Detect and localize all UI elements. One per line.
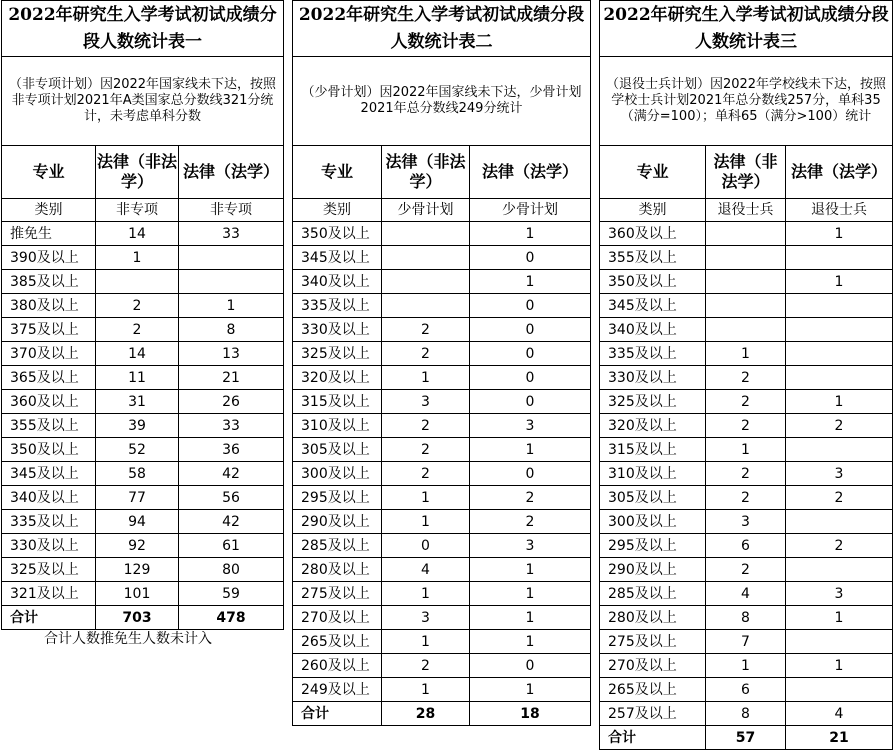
count-law: 2 bbox=[786, 414, 893, 438]
table1-row bbox=[2, 342, 284, 366]
count-law: 1 bbox=[786, 654, 893, 678]
count-law: 1 bbox=[470, 630, 591, 654]
score-band-label: 345及以上 bbox=[600, 294, 706, 318]
total-law: 21 bbox=[786, 726, 893, 750]
total-nonlaw: 57 bbox=[706, 726, 786, 750]
count-law: 0 bbox=[470, 294, 591, 318]
score-band-label: 275及以上 bbox=[600, 630, 706, 654]
score-band-label: 370及以上 bbox=[2, 342, 96, 366]
table2-category-label: 类别 bbox=[293, 199, 382, 222]
count-law: 1 bbox=[786, 390, 893, 414]
count-law: 33 bbox=[179, 222, 284, 246]
table2-title: 2022年研究生入学考试初试成绩分段人数统计表二 bbox=[293, 1, 591, 57]
score-band-label: 280及以上 bbox=[600, 606, 706, 630]
count-law bbox=[786, 366, 893, 390]
score-band-label: 365及以上 bbox=[2, 366, 96, 390]
score-band-label: 260及以上 bbox=[293, 654, 382, 678]
count-law: 1 bbox=[470, 582, 591, 606]
count-law: 2 bbox=[786, 486, 893, 510]
count-nonlaw: 2 bbox=[706, 486, 786, 510]
table1-category-law: 非专项 bbox=[179, 199, 284, 222]
table2-row bbox=[293, 558, 591, 582]
table2-row bbox=[293, 270, 591, 294]
table1-header-law: 法律（法学） bbox=[179, 146, 284, 199]
table3-row bbox=[600, 702, 893, 726]
table3-row bbox=[600, 270, 893, 294]
table1-header-nonlaw: 法律（非法学） bbox=[96, 146, 179, 199]
count-law: 1 bbox=[470, 438, 591, 462]
table3-category-label: 类别 bbox=[600, 199, 706, 222]
count-law: 36 bbox=[179, 438, 284, 462]
count-nonlaw bbox=[382, 294, 470, 318]
count-nonlaw: 2 bbox=[382, 318, 470, 342]
count-law: 59 bbox=[179, 582, 284, 606]
table2-header-major: 专业 bbox=[293, 146, 382, 199]
score-band-label: 295及以上 bbox=[600, 534, 706, 558]
count-law: 8 bbox=[179, 318, 284, 342]
table2-row bbox=[293, 246, 591, 270]
count-law: 26 bbox=[179, 390, 284, 414]
total-law: 18 bbox=[470, 702, 591, 726]
table2-note: （少骨计划）因2022年国家线未下达，少骨计划2021年总分数线249分统计 bbox=[293, 57, 591, 146]
table1-note: （非专项计划）因2022年国家线未下达，按照非专项计划2021年A类国家总分数线321分统计，未考虑单科分数 bbox=[2, 57, 284, 146]
table3-total-row bbox=[600, 726, 893, 750]
table3-header-nonlaw: 法律（非法学） bbox=[706, 146, 786, 199]
count-nonlaw: 4 bbox=[706, 582, 786, 606]
score-band-label: 310及以上 bbox=[293, 414, 382, 438]
table3-category-law: 退役士兵 bbox=[786, 199, 893, 222]
count-nonlaw: 4 bbox=[382, 558, 470, 582]
count-nonlaw: 31 bbox=[96, 390, 179, 414]
score-band-label: 340及以上 bbox=[2, 486, 96, 510]
count-nonlaw: 129 bbox=[96, 558, 179, 582]
table3-row bbox=[600, 294, 893, 318]
score-band-label: 375及以上 bbox=[2, 318, 96, 342]
score-band-label: 380及以上 bbox=[2, 294, 96, 318]
table1-total-row bbox=[2, 606, 284, 630]
score-band-label: 推免生 bbox=[2, 222, 96, 246]
table2-panel bbox=[292, 0, 591, 726]
count-law: 42 bbox=[179, 510, 284, 534]
score-band-label: 360及以上 bbox=[600, 222, 706, 246]
count-nonlaw bbox=[706, 318, 786, 342]
score-band-label: 275及以上 bbox=[293, 582, 382, 606]
table3-row bbox=[600, 414, 893, 438]
count-law bbox=[786, 318, 893, 342]
table3-category-nonlaw: 退役士兵 bbox=[706, 199, 786, 222]
score-band-label: 330及以上 bbox=[293, 318, 382, 342]
count-nonlaw: 1 bbox=[382, 630, 470, 654]
score-band-label: 335及以上 bbox=[2, 510, 96, 534]
table3-row bbox=[600, 654, 893, 678]
count-law bbox=[786, 342, 893, 366]
count-nonlaw: 52 bbox=[96, 438, 179, 462]
table3-header-law: 法律（法学） bbox=[786, 146, 893, 199]
count-law bbox=[786, 246, 893, 270]
score-band-label: 285及以上 bbox=[293, 534, 382, 558]
count-law: 1 bbox=[786, 270, 893, 294]
table1-row bbox=[2, 294, 284, 318]
count-law: 1 bbox=[786, 606, 893, 630]
count-law: 2 bbox=[470, 486, 591, 510]
score-band-label: 249及以上 bbox=[293, 678, 382, 702]
table2-row bbox=[293, 438, 591, 462]
count-law: 3 bbox=[470, 414, 591, 438]
count-law bbox=[786, 510, 893, 534]
table1-row bbox=[2, 486, 284, 510]
score-band-label: 330及以上 bbox=[600, 366, 706, 390]
count-law: 0 bbox=[470, 366, 591, 390]
count-law bbox=[786, 678, 893, 702]
count-nonlaw bbox=[706, 270, 786, 294]
score-band-label: 300及以上 bbox=[293, 462, 382, 486]
count-law bbox=[786, 558, 893, 582]
table1-header-major: 专业 bbox=[2, 146, 96, 199]
table1-row bbox=[2, 438, 284, 462]
count-nonlaw: 2 bbox=[382, 462, 470, 486]
total-nonlaw: 703 bbox=[96, 606, 179, 630]
table2-row bbox=[293, 222, 591, 246]
table3-row bbox=[600, 438, 893, 462]
total-label: 合计 bbox=[293, 702, 382, 726]
count-nonlaw bbox=[706, 246, 786, 270]
count-law: 0 bbox=[470, 390, 591, 414]
table3-row bbox=[600, 462, 893, 486]
count-law: 80 bbox=[179, 558, 284, 582]
count-nonlaw: 58 bbox=[96, 462, 179, 486]
table2-row bbox=[293, 414, 591, 438]
table1-category-label: 类别 bbox=[2, 199, 96, 222]
count-law bbox=[786, 438, 893, 462]
table1-row bbox=[2, 390, 284, 414]
table3-row bbox=[600, 246, 893, 270]
table1 bbox=[1, 0, 284, 630]
table2-category-law: 少骨计划 bbox=[470, 199, 591, 222]
count-nonlaw: 2 bbox=[382, 342, 470, 366]
table2-row bbox=[293, 462, 591, 486]
count-law: 1 bbox=[470, 270, 591, 294]
count-law: 0 bbox=[470, 654, 591, 678]
table1-row bbox=[2, 366, 284, 390]
count-nonlaw: 1 bbox=[382, 582, 470, 606]
count-nonlaw: 6 bbox=[706, 534, 786, 558]
score-band-label: 290及以上 bbox=[293, 510, 382, 534]
count-nonlaw bbox=[706, 222, 786, 246]
table1-category-nonlaw: 非专项 bbox=[96, 199, 179, 222]
count-nonlaw: 1 bbox=[382, 510, 470, 534]
score-band-label: 257及以上 bbox=[600, 702, 706, 726]
table3-row bbox=[600, 510, 893, 534]
count-nonlaw: 1 bbox=[96, 246, 179, 270]
count-nonlaw: 7 bbox=[706, 630, 786, 654]
count-law: 1 bbox=[470, 678, 591, 702]
table3-row bbox=[600, 534, 893, 558]
count-nonlaw: 8 bbox=[706, 702, 786, 726]
score-band-label: 385及以上 bbox=[2, 270, 96, 294]
score-band-label: 290及以上 bbox=[600, 558, 706, 582]
count-nonlaw bbox=[382, 270, 470, 294]
count-law: 21 bbox=[179, 366, 284, 390]
table3-row bbox=[600, 342, 893, 366]
table1-row bbox=[2, 222, 284, 246]
count-nonlaw: 6 bbox=[706, 678, 786, 702]
score-band-label: 270及以上 bbox=[600, 654, 706, 678]
table1-row bbox=[2, 414, 284, 438]
count-nonlaw: 2 bbox=[382, 438, 470, 462]
table1-row bbox=[2, 558, 284, 582]
count-nonlaw: 2 bbox=[706, 558, 786, 582]
count-law: 1 bbox=[470, 222, 591, 246]
table3-row bbox=[600, 366, 893, 390]
table3-row bbox=[600, 678, 893, 702]
count-nonlaw bbox=[382, 222, 470, 246]
count-nonlaw: 11 bbox=[96, 366, 179, 390]
count-law: 3 bbox=[470, 534, 591, 558]
score-band-label: 310及以上 bbox=[600, 462, 706, 486]
count-law: 42 bbox=[179, 462, 284, 486]
count-law: 4 bbox=[786, 702, 893, 726]
total-nonlaw: 28 bbox=[382, 702, 470, 726]
score-band-label: 321及以上 bbox=[2, 582, 96, 606]
score-band-label: 300及以上 bbox=[600, 510, 706, 534]
table1-row bbox=[2, 270, 284, 294]
count-law: 0 bbox=[470, 318, 591, 342]
score-band-label: 350及以上 bbox=[2, 438, 96, 462]
table2-row bbox=[293, 534, 591, 558]
count-law: 0 bbox=[470, 342, 591, 366]
count-nonlaw: 14 bbox=[96, 222, 179, 246]
table2-header-nonlaw: 法律（非法学） bbox=[382, 146, 470, 199]
table2-row bbox=[293, 366, 591, 390]
count-nonlaw: 3 bbox=[706, 510, 786, 534]
table2-row bbox=[293, 654, 591, 678]
table2-row bbox=[293, 318, 591, 342]
count-nonlaw: 2 bbox=[706, 366, 786, 390]
count-law: 1 bbox=[470, 606, 591, 630]
count-law bbox=[179, 270, 284, 294]
table1-row bbox=[2, 246, 284, 270]
table2-row bbox=[293, 510, 591, 534]
score-band-label: 330及以上 bbox=[2, 534, 96, 558]
count-nonlaw: 94 bbox=[96, 510, 179, 534]
score-band-label: 280及以上 bbox=[293, 558, 382, 582]
table3-row bbox=[600, 558, 893, 582]
score-band-label: 265及以上 bbox=[600, 678, 706, 702]
count-nonlaw: 2 bbox=[382, 654, 470, 678]
table2 bbox=[292, 0, 591, 726]
score-band-label: 315及以上 bbox=[600, 438, 706, 462]
score-band-label: 335及以上 bbox=[293, 294, 382, 318]
count-law bbox=[786, 294, 893, 318]
count-law: 3 bbox=[786, 582, 893, 606]
count-nonlaw: 3 bbox=[382, 390, 470, 414]
score-band-label: 350及以上 bbox=[600, 270, 706, 294]
count-law: 56 bbox=[179, 486, 284, 510]
score-band-label: 270及以上 bbox=[293, 606, 382, 630]
table3 bbox=[599, 0, 893, 750]
count-law: 2 bbox=[786, 534, 893, 558]
count-law: 61 bbox=[179, 534, 284, 558]
score-band-label: 335及以上 bbox=[600, 342, 706, 366]
table3-row bbox=[600, 606, 893, 630]
count-nonlaw: 39 bbox=[96, 414, 179, 438]
table2-row bbox=[293, 486, 591, 510]
count-nonlaw: 1 bbox=[706, 342, 786, 366]
count-law: 1 bbox=[470, 558, 591, 582]
table3-row bbox=[600, 222, 893, 246]
count-nonlaw: 1 bbox=[706, 654, 786, 678]
table3-row bbox=[600, 318, 893, 342]
score-band-label: 345及以上 bbox=[293, 246, 382, 270]
total-label: 合计 bbox=[600, 726, 706, 750]
count-law: 0 bbox=[470, 462, 591, 486]
table1-row bbox=[2, 510, 284, 534]
count-nonlaw: 3 bbox=[382, 606, 470, 630]
count-nonlaw: 1 bbox=[706, 438, 786, 462]
count-nonlaw: 2 bbox=[706, 414, 786, 438]
count-law bbox=[786, 630, 893, 654]
table3-panel bbox=[599, 0, 893, 750]
count-nonlaw: 2 bbox=[706, 390, 786, 414]
count-law: 13 bbox=[179, 342, 284, 366]
score-band-label: 390及以上 bbox=[2, 246, 96, 270]
count-nonlaw: 2 bbox=[96, 294, 179, 318]
table1-row bbox=[2, 534, 284, 558]
score-band-label: 320及以上 bbox=[293, 366, 382, 390]
table3-row bbox=[600, 486, 893, 510]
count-nonlaw: 101 bbox=[96, 582, 179, 606]
score-band-label: 350及以上 bbox=[293, 222, 382, 246]
score-band-label: 325及以上 bbox=[600, 390, 706, 414]
table2-row bbox=[293, 390, 591, 414]
score-band-label: 315及以上 bbox=[293, 390, 382, 414]
count-law: 1 bbox=[179, 294, 284, 318]
table2-row bbox=[293, 678, 591, 702]
table2-row bbox=[293, 342, 591, 366]
score-band-label: 340及以上 bbox=[600, 318, 706, 342]
table2-total-row bbox=[293, 702, 591, 726]
score-band-label: 325及以上 bbox=[293, 342, 382, 366]
score-band-label: 285及以上 bbox=[600, 582, 706, 606]
count-nonlaw: 1 bbox=[382, 486, 470, 510]
score-band-label: 345及以上 bbox=[2, 462, 96, 486]
score-band-label: 295及以上 bbox=[293, 486, 382, 510]
count-nonlaw: 1 bbox=[382, 366, 470, 390]
score-band-label: 305及以上 bbox=[293, 438, 382, 462]
score-band-label: 325及以上 bbox=[2, 558, 96, 582]
score-band-label: 355及以上 bbox=[600, 246, 706, 270]
table3-row bbox=[600, 582, 893, 606]
table3-note: （退役士兵计划）因2022年学校线未下达，按照学校士兵计划2021年总分数线257分，单科35（满分=100）；单科65（满分>100）统计 bbox=[600, 57, 893, 146]
table3-header-major: 专业 bbox=[600, 146, 706, 199]
count-nonlaw: 2 bbox=[96, 318, 179, 342]
total-law: 478 bbox=[179, 606, 284, 630]
score-band-label: 320及以上 bbox=[600, 414, 706, 438]
count-nonlaw: 1 bbox=[382, 678, 470, 702]
total-label: 合计 bbox=[2, 606, 96, 630]
count-nonlaw: 2 bbox=[382, 414, 470, 438]
count-nonlaw: 77 bbox=[96, 486, 179, 510]
count-nonlaw bbox=[706, 294, 786, 318]
score-band-label: 305及以上 bbox=[600, 486, 706, 510]
count-nonlaw: 2 bbox=[706, 462, 786, 486]
table2-row bbox=[293, 606, 591, 630]
table2-row bbox=[293, 294, 591, 318]
count-law: 3 bbox=[786, 462, 893, 486]
count-nonlaw bbox=[96, 270, 179, 294]
table1-title: 2022年研究生入学考试初试成绩分段人数统计表一 bbox=[2, 1, 284, 57]
table1-row bbox=[2, 318, 284, 342]
score-band-label: 360及以上 bbox=[2, 390, 96, 414]
table2-row bbox=[293, 630, 591, 654]
count-nonlaw bbox=[382, 246, 470, 270]
table3-row bbox=[600, 390, 893, 414]
count-law: 2 bbox=[470, 510, 591, 534]
count-nonlaw: 0 bbox=[382, 534, 470, 558]
table3-title: 2022年研究生入学考试初试成绩分段人数统计表三 bbox=[600, 1, 893, 57]
count-law: 0 bbox=[470, 246, 591, 270]
count-nonlaw: 14 bbox=[96, 342, 179, 366]
table3-row bbox=[600, 630, 893, 654]
table1-row bbox=[2, 582, 284, 606]
score-band-label: 355及以上 bbox=[2, 414, 96, 438]
table1-row bbox=[2, 462, 284, 486]
score-band-label: 265及以上 bbox=[293, 630, 382, 654]
table2-row bbox=[293, 582, 591, 606]
count-law bbox=[179, 246, 284, 270]
score-band-label: 340及以上 bbox=[293, 270, 382, 294]
count-law: 33 bbox=[179, 414, 284, 438]
count-law: 1 bbox=[786, 222, 893, 246]
table1-footnote: 合计人数推免生人数未计入 bbox=[44, 631, 212, 647]
count-nonlaw: 92 bbox=[96, 534, 179, 558]
table1-panel bbox=[1, 0, 284, 647]
table2-header-law: 法律（法学） bbox=[470, 146, 591, 199]
count-nonlaw: 8 bbox=[706, 606, 786, 630]
table2-category-nonlaw: 少骨计划 bbox=[382, 199, 470, 222]
